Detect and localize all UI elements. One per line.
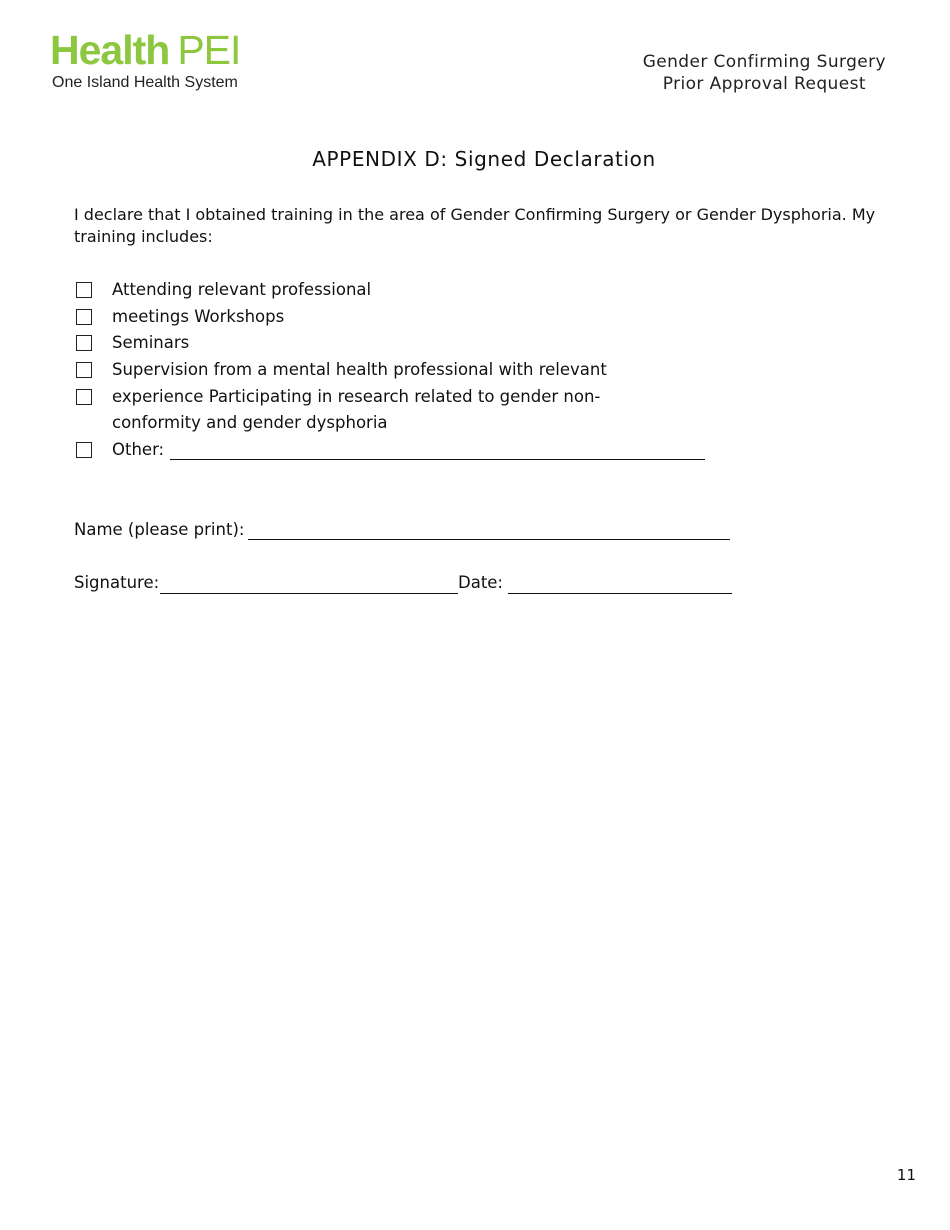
signature-label: Signature:	[74, 573, 160, 592]
document-title-line1: Gender Confirming Surgery	[642, 52, 886, 72]
document-title	[643, 51, 886, 95]
date-input-line[interactable]	[508, 578, 732, 594]
checkbox-workshops[interactable]	[76, 309, 92, 325]
checkbox-supervision[interactable]	[76, 362, 92, 378]
checklist-label: conformity and gender dysphoria	[112, 413, 388, 433]
checkbox-professional-meetings[interactable]	[76, 282, 92, 298]
checkbox-research[interactable]	[76, 389, 92, 405]
date-label: Date:	[458, 573, 503, 592]
checkbox-seminars[interactable]	[76, 335, 92, 351]
name-label: Name (please print):	[74, 520, 245, 539]
appendix-heading: APPENDIX D: Signed Declaration	[312, 147, 656, 171]
checklist-label: Attending relevant professional	[112, 280, 372, 299]
checklist-label: meetings Workshops	[112, 306, 285, 326]
checkbox-other[interactable]	[76, 442, 92, 458]
logo-tagline: One Island Health System	[52, 74, 238, 91]
other-input-line[interactable]	[170, 444, 705, 460]
name-input-line[interactable]	[248, 524, 730, 540]
checklist-label: Other:	[112, 440, 165, 460]
checklist-label: experience Participating in research related to gender non-	[112, 386, 601, 406]
checklist-label: Seminars	[112, 333, 190, 353]
page-number: 11	[896, 1166, 916, 1184]
declaration-intro: I declare that I obtained training in the area of Gender Confirming Surgery or Gender Dysphoria. My training includes:	[74, 205, 876, 246]
document-title-line2: Prior Approval Request	[662, 74, 866, 94]
checklist-label: Supervision from a mental health professional with relevant	[112, 360, 607, 380]
health-pei-logo	[50, 27, 241, 92]
logo-wordmark: Health PEI	[50, 27, 241, 73]
signature-input-line[interactable]	[160, 578, 458, 594]
